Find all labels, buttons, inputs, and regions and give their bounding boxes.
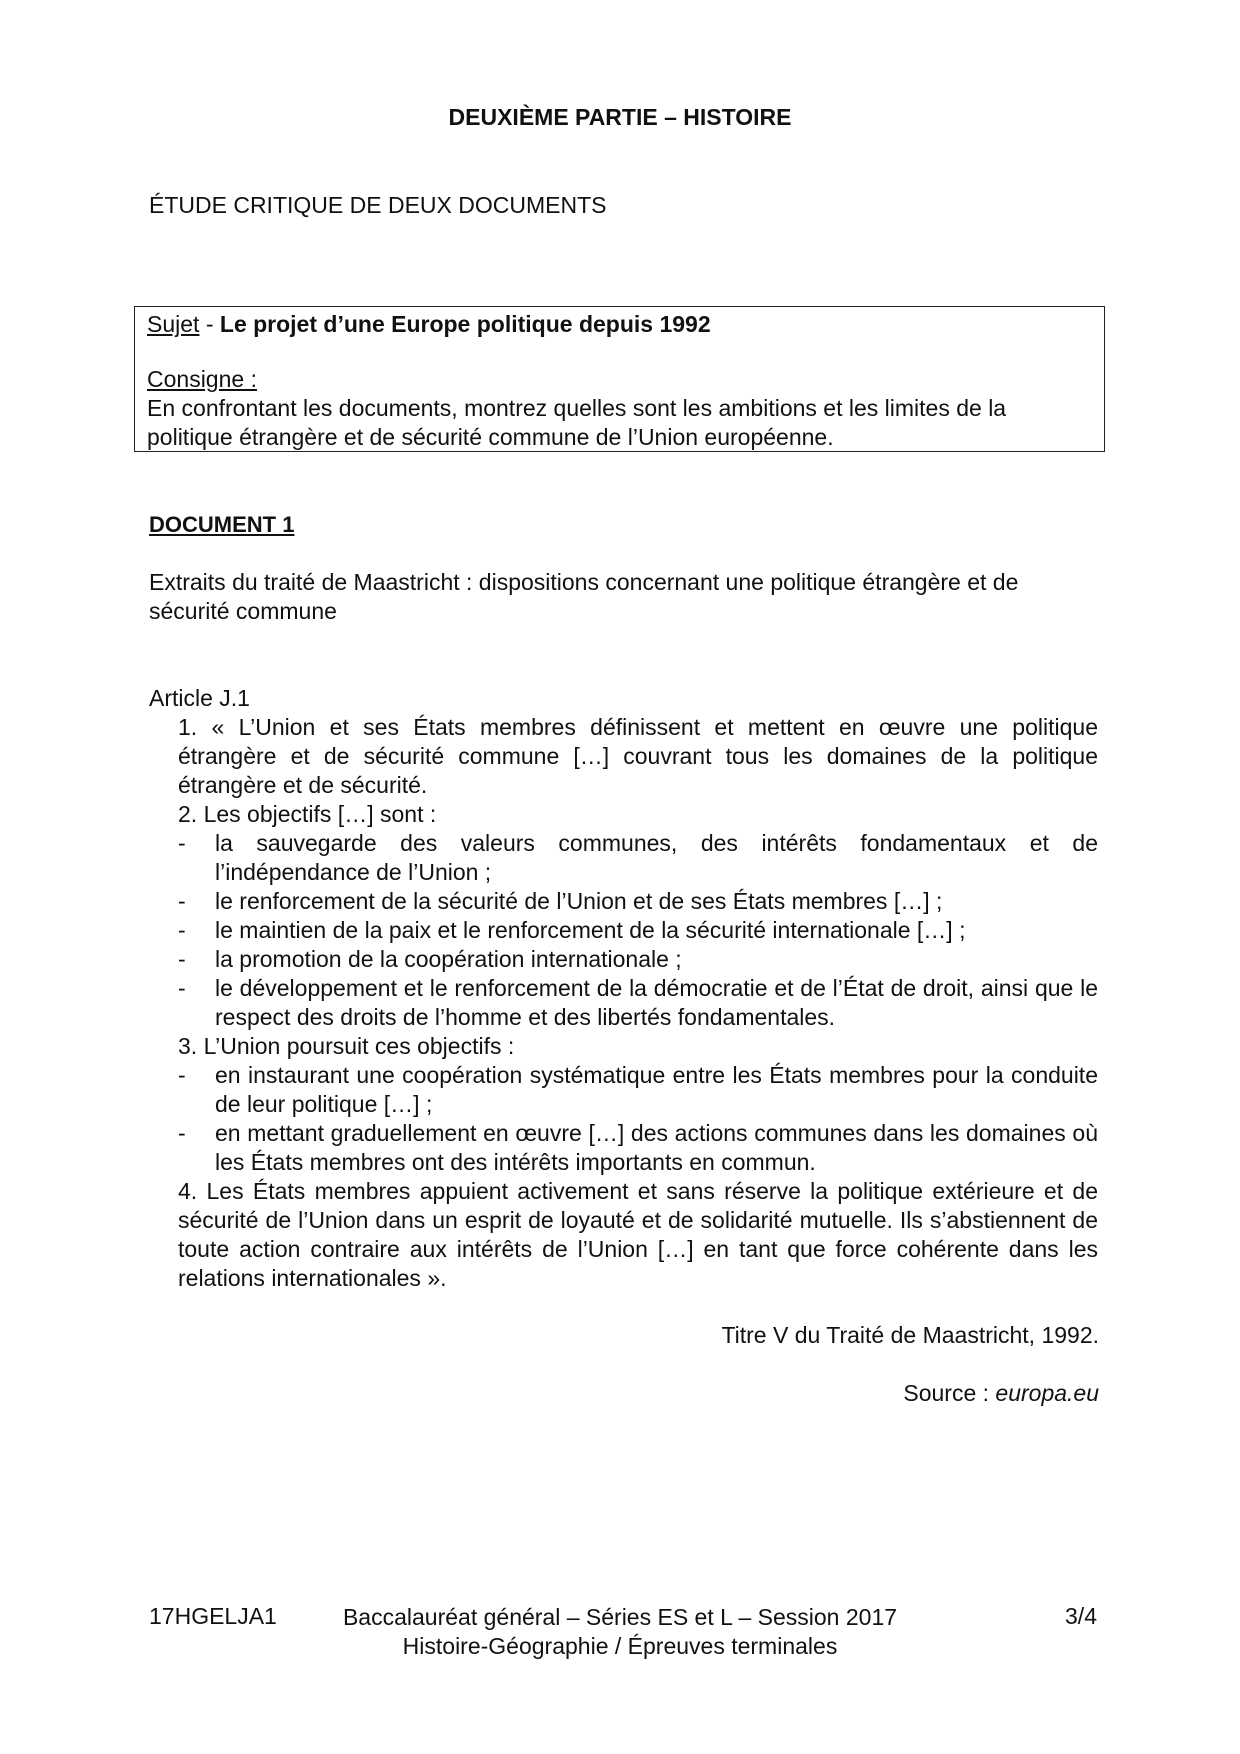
paragraph-1: 1. « L’Union et ses États membres définissent et mettent en œuvre une politique étrangère et de sécurité commune […] couvrant tous les domaines de la politique étrangère et de sécurité. bbox=[178, 714, 1098, 798]
document-description: Extraits du traité de Maastricht : dispositions concernant une politique étrangère et de sécurité commune bbox=[149, 569, 1019, 624]
objective-item: - la promotion de la coopération internationale ; bbox=[178, 946, 682, 972]
paragraph-4: 4. Les États membres appuient activement et sans réserve la politique extérieure et de sécurité de l’Union dans un esprit de loyauté et de solidarité mutuelle. Ils s’abstiennent de toute action contraire aux intérêts de l’Union […] en tant que force cohérente dans les relations internationales ». bbox=[178, 1178, 1098, 1291]
bullet-dash: - bbox=[178, 946, 186, 972]
sujet-title: Le projet d’une Europe politique depuis 1992 bbox=[219, 311, 711, 337]
source-line bbox=[903, 1380, 1099, 1407]
sujet-separator: - bbox=[199, 311, 220, 337]
bullet-dash: - bbox=[178, 1062, 186, 1088]
objective-item: - le développement et le renforcement de la démocratie et de l’État de droit, ainsi que le respect des droits de l’homme et des libertés fondamentales. bbox=[178, 975, 1098, 1030]
footer-line-2: Histoire-Géographie / Épreuves terminales bbox=[402, 1633, 838, 1659]
paragraph-3: 3. L’Union poursuit ces objectifs : bbox=[178, 1033, 515, 1059]
subject-line bbox=[147, 310, 1092, 339]
bullet-dash: - bbox=[178, 830, 186, 856]
section-title: DEUXIÈME PARTIE – HISTOIRE bbox=[448, 104, 792, 130]
footer-line-1: Baccalauréat général – Séries ES et L – Session 2017 bbox=[342, 1604, 898, 1630]
bullet-dash: - bbox=[178, 917, 186, 943]
page-number: 3/4 bbox=[1065, 1603, 1097, 1629]
footer-center bbox=[0, 1603, 1240, 1661]
objective-item: - la sauvegarde des valeurs communes, des intérêts fondamentaux et de l’indépendance de l’Union ; bbox=[178, 830, 1098, 885]
bullet-dash: - bbox=[178, 975, 186, 1001]
bullet-dash: - bbox=[178, 888, 186, 914]
source-link: europa.eu bbox=[995, 1380, 1099, 1406]
means-item: - en mettant graduellement en œuvre […] des actions communes dans les domaines où les États membres ont des intérêts importants en commun. bbox=[178, 1120, 1098, 1175]
article-label: Article J.1 bbox=[149, 685, 250, 711]
consigne-text: En confrontant les documents, montrez quelles sont les ambitions et les limites de la politique étrangère et de sécurité commune de l’Union européenne. bbox=[147, 395, 1007, 450]
subject-box bbox=[134, 306, 1105, 452]
citation: Titre V du Traité de Maastricht, 1992. bbox=[721, 1322, 1099, 1348]
source-label: Source : bbox=[903, 1380, 996, 1406]
document-heading: DOCUMENT 1 bbox=[149, 512, 295, 537]
sujet-label: Sujet bbox=[147, 311, 200, 337]
consigne-label: Consigne : bbox=[147, 366, 257, 392]
means-item: - en instaurant une coopération systématique entre les États membres pour la conduite de leur politique […] ; bbox=[178, 1062, 1098, 1117]
objective-item: - le maintien de la paix et le renforcement de la sécurité internationale […] ; bbox=[178, 917, 966, 943]
objective-item: - le renforcement de la sécurité de l’Union et de ses États membres […] ; bbox=[178, 888, 943, 914]
exercise-title: ÉTUDE CRITIQUE DE DEUX DOCUMENTS bbox=[149, 192, 607, 218]
paragraph-2: 2. Les objectifs […] sont : bbox=[178, 801, 437, 827]
bullet-dash: - bbox=[178, 1120, 186, 1146]
footer-code: 17HGELJA1 bbox=[149, 1603, 277, 1629]
